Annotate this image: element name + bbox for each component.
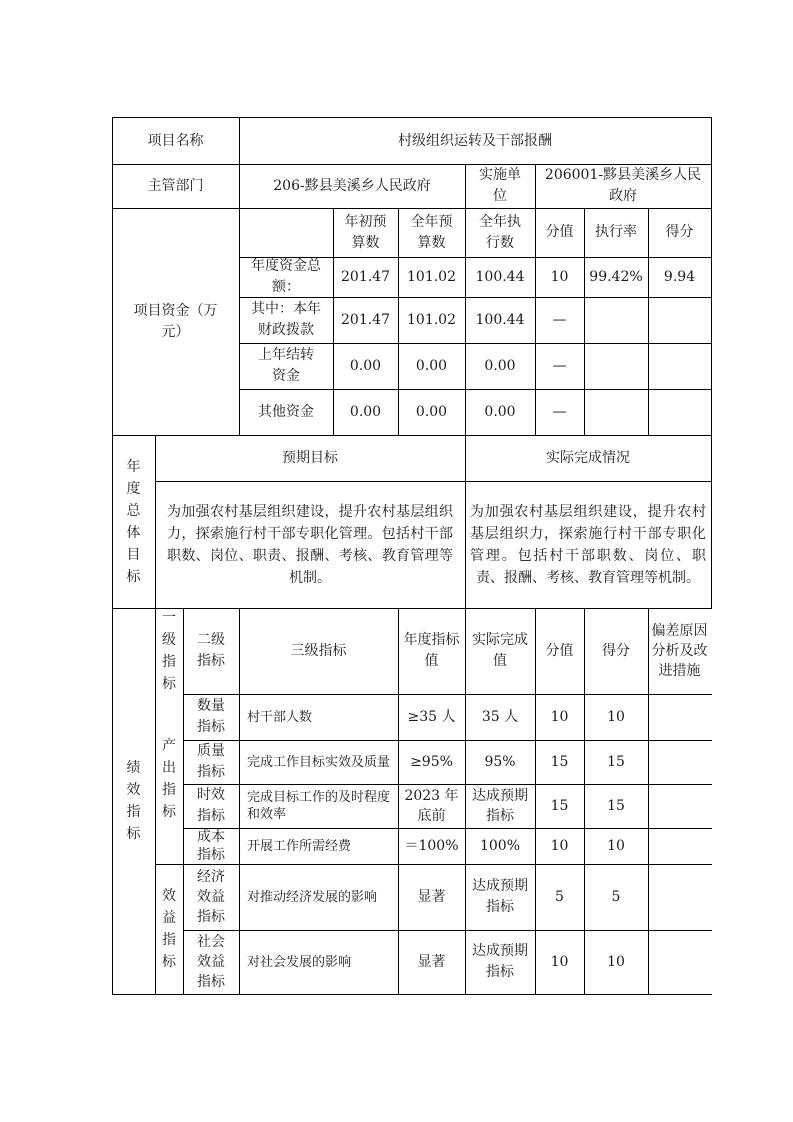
goals-expected-header: 预期目标 xyxy=(282,449,338,466)
perf-deviation xyxy=(648,864,711,930)
dept-value: 206-黟县美溪乡人民政府 xyxy=(273,177,431,194)
perf-target: ＝100% xyxy=(404,837,459,854)
grid-line xyxy=(183,740,712,741)
funds-header-2-text: 全年预算数 xyxy=(410,213,453,251)
perf-level2-text: 成本指标 xyxy=(197,829,225,863)
grid-line xyxy=(112,164,712,165)
grid-line xyxy=(584,608,585,995)
grid-line xyxy=(465,435,466,609)
perf-level3: 对推动经济发展的影响 xyxy=(247,889,378,905)
goals-actual-header: 实际完成情况 xyxy=(546,449,630,466)
perf-level2-text: 数量指标 xyxy=(197,698,225,735)
funds-cell: 10 xyxy=(550,268,569,285)
perf-value: 15 xyxy=(550,797,569,814)
perf-level2-text: 经济效益指标 xyxy=(197,869,225,925)
funds-cell xyxy=(648,297,711,343)
goals-actual-text: 为加强农村基层组织建设，提升农村基层组织力，探索施行村干部专职化管理。包括村干部职数、岗位、职责、报酬、考核、教育管理等机制。 xyxy=(470,503,706,586)
perf-header-actual-text: 实际完成值 xyxy=(472,632,528,669)
perf-header-target xyxy=(398,608,465,694)
grid-line xyxy=(112,435,712,436)
goals-label-text: 年度总体目标 xyxy=(126,458,141,585)
impl-label-text: 实施单位 xyxy=(479,167,521,204)
impl-label xyxy=(465,164,535,208)
funds-cell: 201.47 xyxy=(341,311,390,328)
grid-line xyxy=(183,828,712,829)
funds-cell: 201.47 xyxy=(341,268,390,285)
funds-label-text: 项目资金（万元） xyxy=(133,302,218,340)
funds-row-1-label: 年度资金总额： xyxy=(251,258,321,295)
perf-level3: 村干部人数 xyxy=(247,709,313,725)
funds-header-blank xyxy=(239,208,333,257)
perf-header-score: 得分 xyxy=(602,642,630,659)
grid-line xyxy=(398,208,399,435)
perf-deviation xyxy=(648,694,711,740)
grid-line xyxy=(183,608,184,995)
perf-target: 显著 xyxy=(417,953,446,970)
grid-line xyxy=(112,608,712,609)
grid-line xyxy=(183,694,712,695)
grid-line xyxy=(239,257,712,258)
perf-actual: 100% xyxy=(479,837,521,854)
funds-cell: — xyxy=(552,311,567,328)
perf-actual-text: 达成预期指标 xyxy=(472,788,528,824)
grid-line xyxy=(239,343,712,344)
grid-line xyxy=(648,608,649,995)
funds-header-1 xyxy=(333,208,398,257)
perf-value: 10 xyxy=(550,953,569,970)
funds-header-5: 执行率 xyxy=(595,224,637,240)
grid-line xyxy=(333,208,334,435)
grid-line xyxy=(183,784,712,785)
grid-line xyxy=(584,208,585,435)
funds-row-2-label: 其中：本年财政拨款 xyxy=(251,301,321,338)
funds-row-3-label: 上年结转资金 xyxy=(258,347,314,384)
perf-level2 xyxy=(183,864,239,930)
grid-line xyxy=(112,994,712,995)
funds-cell: 0.00 xyxy=(484,357,516,374)
perf-header-deviation-text: 偏差原因分析及改进措施 xyxy=(651,623,708,679)
funds-cell xyxy=(584,297,648,343)
funds-header-3 xyxy=(465,208,535,257)
funds-header-3-text: 全年执行数 xyxy=(479,213,521,251)
perf-header-value: 分值 xyxy=(545,642,574,659)
perf-target xyxy=(398,784,465,828)
perf-header-level2 xyxy=(183,608,239,694)
goals-expected-cell xyxy=(155,481,465,608)
funds-cell: — xyxy=(552,403,567,420)
perf-target-text: 2023 年底前 xyxy=(404,788,459,824)
perf-value: 5 xyxy=(555,888,564,905)
funds-header-6: 得分 xyxy=(665,224,694,240)
perf-actual: 95% xyxy=(484,753,516,770)
goals-expected-text: 为加强农村基层组织建设，提升农村基层组织力，探索施行村干部专职化管理。包括村干部职数、岗位、职责、报酬、考核、教育管理等机制。 xyxy=(167,503,453,586)
funds-row-label xyxy=(239,297,333,343)
perf-header-actual xyxy=(465,608,535,694)
perf-actual: 35 人 xyxy=(481,708,519,725)
funds-cell: 0.00 xyxy=(415,403,448,420)
perf-deviation xyxy=(648,784,711,828)
grid-line xyxy=(398,608,399,995)
perf-level2 xyxy=(183,828,239,864)
grid-line xyxy=(465,164,466,435)
funds-row-label xyxy=(239,257,333,297)
perf-target: 显著 xyxy=(417,888,446,905)
perf-value: 10 xyxy=(550,708,569,725)
perf-level2-text: 质量指标 xyxy=(197,743,225,780)
perf-level2 xyxy=(183,784,239,828)
grid-line xyxy=(711,117,712,609)
perf-actual xyxy=(465,864,535,930)
funds-cell xyxy=(584,343,648,389)
funds-cell xyxy=(648,389,711,435)
perf-level2-text: 社会效益指标 xyxy=(197,934,225,990)
funds-label xyxy=(112,208,239,435)
grid-line xyxy=(155,481,712,482)
funds-cell xyxy=(648,343,711,389)
funds-header-4: 分值 xyxy=(545,224,574,240)
perf-deviation xyxy=(648,930,711,994)
funds-header-2 xyxy=(398,208,465,257)
grid-line xyxy=(112,117,712,118)
perf-level2 xyxy=(183,930,239,994)
perf-label-text: 绩效指标 xyxy=(126,760,141,842)
perf-header-deviation xyxy=(648,608,711,694)
perf-group-benefit xyxy=(155,864,183,994)
perf-score: 10 xyxy=(607,837,625,854)
grid-line xyxy=(239,117,240,435)
perf-value: 15 xyxy=(550,753,569,770)
project-name-label: 项目名称 xyxy=(147,132,204,149)
funds-cell: 0.00 xyxy=(349,357,382,374)
grid-line xyxy=(239,297,712,298)
perf-score: 5 xyxy=(611,888,621,905)
goals-actual-cell xyxy=(465,481,711,608)
perf-score: 10 xyxy=(607,953,625,970)
perf-level3: 完成目标工作的及时程度和效率 xyxy=(247,790,391,822)
funds-cell: 9.94 xyxy=(663,268,696,285)
grid-line xyxy=(155,435,156,995)
grid-line xyxy=(112,117,113,995)
funds-cell: 101.02 xyxy=(407,268,456,285)
perf-score: 10 xyxy=(607,708,625,725)
perf-group-output xyxy=(155,694,183,864)
perf-target: ≥35 人 xyxy=(407,708,456,725)
perf-header-level1-text: 一级指标 xyxy=(162,610,176,692)
funds-cell: 99.42% xyxy=(589,268,643,285)
perf-level2-text: 时效指标 xyxy=(197,787,225,824)
funds-cell: 100.44 xyxy=(475,268,525,285)
funds-cell: 0.00 xyxy=(484,403,516,420)
perf-level2 xyxy=(183,694,239,740)
perf-label xyxy=(112,608,155,994)
perf-actual xyxy=(465,784,535,828)
perf-deviation xyxy=(648,740,711,784)
perf-header-level1 xyxy=(155,608,183,694)
funds-cell: — xyxy=(552,357,567,374)
grid-line xyxy=(239,608,240,995)
perf-header-target-text: 年度指标值 xyxy=(403,632,460,669)
impl-value xyxy=(535,164,711,208)
grid-line xyxy=(535,164,536,435)
perf-group-output-text: 产出指标 xyxy=(162,738,176,820)
funds-header-1-text: 年初预算数 xyxy=(344,213,387,251)
perf-score: 15 xyxy=(607,797,625,814)
grid-line xyxy=(239,389,712,390)
grid-line xyxy=(112,208,712,209)
perf-target: ≥95% xyxy=(410,753,453,770)
perf-value: 10 xyxy=(550,837,569,854)
grid-line xyxy=(648,208,649,435)
perf-actual xyxy=(465,930,535,994)
funds-cell: 0.00 xyxy=(415,357,448,374)
grid-line xyxy=(183,930,712,931)
project-name-value: 村级组织运转及干部报酬 xyxy=(398,132,552,149)
perf-header-level2-text: 二级指标 xyxy=(197,632,225,669)
funds-row-label: 其他资金 xyxy=(258,403,314,420)
perf-group-benefit-text: 效益指标 xyxy=(162,888,176,970)
impl-value-text: 206001-黟县美溪乡人民政府 xyxy=(544,167,702,204)
perf-level3: 对社会发展的影响 xyxy=(247,954,352,970)
funds-row-label xyxy=(239,343,333,389)
perf-level2 xyxy=(183,740,239,784)
perf-actual-text: 达成预期指标 xyxy=(472,943,528,980)
dept-label: 主管部门 xyxy=(147,177,204,194)
perf-header-level3: 三级指标 xyxy=(290,642,347,659)
grid-line xyxy=(465,608,466,995)
perf-level3: 完成工作目标实效及质量 xyxy=(247,754,391,770)
perf-deviation xyxy=(648,828,711,864)
perf-actual-text: 达成预期指标 xyxy=(472,878,528,915)
perf-score: 15 xyxy=(607,753,625,770)
grid-line xyxy=(535,608,536,995)
funds-cell: 101.02 xyxy=(407,311,456,328)
funds-cell: 0.00 xyxy=(349,403,382,420)
perf-level3: 开展工作所需经费 xyxy=(247,838,352,854)
goals-label xyxy=(112,435,155,608)
funds-cell: 100.44 xyxy=(475,311,525,328)
funds-cell xyxy=(584,389,648,435)
